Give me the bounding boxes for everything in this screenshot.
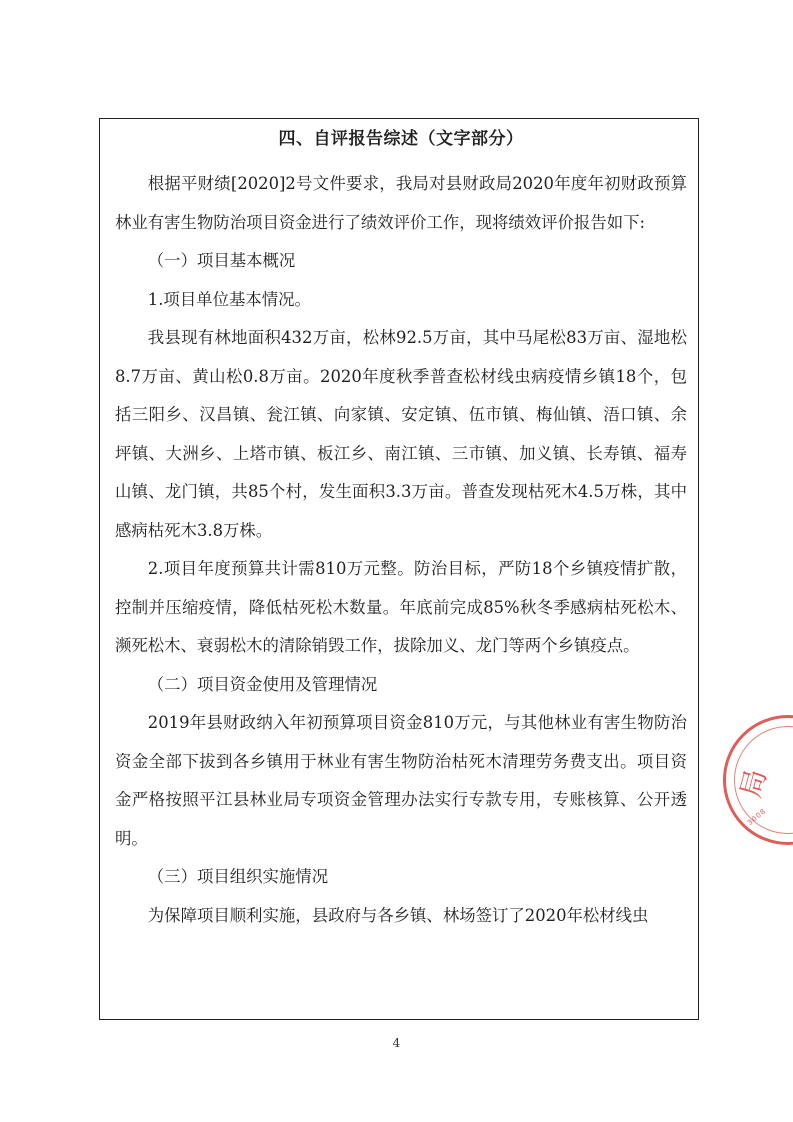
paragraph-budget: 2.项目年度预算共计需810万元整。防治目标，严防18个乡镇疫情扩散，控制并压缩疫情，降低枯死松木数量。年底前完成85%秋冬季感病枯死松木、濒死松木、衰弱松木的清除销毁工作，拔除加义、龙门等两个乡镇疫点。 — [115, 559, 687, 655]
paragraph-unit-info: 我县现有林地面积432万亩，松林92.5万亩，其中马尾松83万亩、湿地松8.7万亩、黄山松0.8万亩。2020年度秋季普查松材线虫病疫情乡镇18个，包括三阳乡、汉昌镇、瓮江镇、向家镇、安定镇、伍市镇、梅仙镇、浯口镇、余坪镇、大洲乡、上塔市镇、板江乡、南江镇、三市镇、加义镇、长寿镇、福寿山镇、龙门镇，共85个村，发生面积3.3万亩。普查发现枯死木4.5万株，其中感病枯死木3.8万株。 — [115, 328, 687, 540]
page-number: 4 — [392, 1036, 401, 1050]
seal-character: 局 — [733, 765, 774, 802]
paragraph-fund-management: 2019年县财政纳入年初预算项目资金810万元，与其他林业有害生物防治资金全部下拔到各乡镇用于林业有害生物防治枯死木清理劳务费支出。项目资金严格按照平江县林业局专项资金管理办法实行专款专用，专账核算、公开透明。 — [115, 713, 687, 848]
paragraph-intro: 根据平财绩[2020]2号文件要求，我局对县财政局2020年度年初财政预算林业有害生物防治项目资金进行了绩效评价工作，现将绩效评价报告如下: — [115, 174, 687, 232]
heading-unit-info: 1.项目单位基本情况。 — [147, 289, 311, 309]
section-title: 四、自评报告综述（文字部分） — [278, 129, 524, 149]
paragraph-implementation: 为保障项目顺利实施，县政府与各乡镇、林场签订了2020年松材线虫 — [147, 905, 649, 925]
report-content — [115, 126, 687, 935]
heading-fund-management: （二）项目资金使用及管理情况 — [147, 674, 378, 694]
official-seal-stamp — [723, 715, 793, 845]
heading-implementation: （三）项目组织实施情况 — [147, 867, 329, 886]
heading-project-overview: （一）项目基本概况 — [147, 251, 296, 270]
seal-digits: 3008 — [745, 806, 768, 828]
